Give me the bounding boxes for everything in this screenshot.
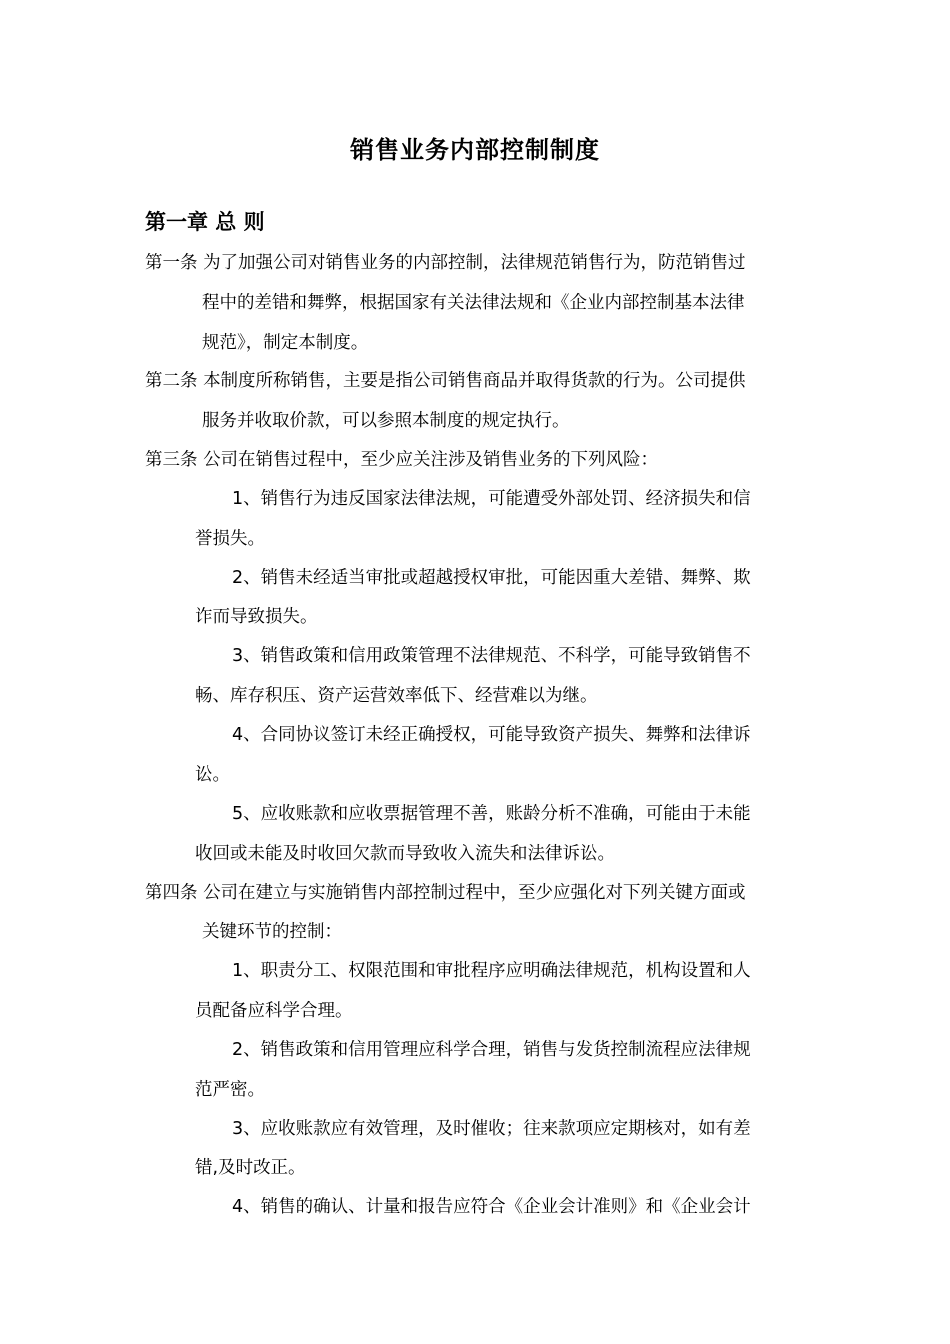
risk-2-line-2: 诈而导致损失。	[195, 607, 318, 627]
risk-2-line-1: 2、销售未经适当审批或超越授权审批，可能因重大差错、舞弊、欺	[232, 568, 751, 588]
article-2-line-2: 服务并收取价款，可以参照本制度的规定执行。	[202, 411, 570, 431]
control-4-line-1: 4、销售的确认、计量和报告应符合《企业会计准则》和《企业会计	[232, 1197, 751, 1217]
risk-1-line-1: 1、销售行为违反国家法律法规，可能遭受外部处罚、经济损失和信	[232, 489, 751, 509]
article-1-line-2: 程中的差错和舞弊，根据国家有关法律法规和《企业内部控制基本法律	[202, 293, 745, 313]
article-1-line-3: 规范》，制定本制度。	[202, 333, 369, 353]
chapter-heading: 第一章 总 则	[145, 210, 265, 234]
risk-4-line-1: 4、合同协议签订未经正确授权，可能导致资产损失、舞弊和法律诉	[232, 725, 751, 745]
risk-5-line-1: 5、应收账款和应收票据管理不善，账龄分析不准确，可能由于未能	[232, 804, 751, 824]
article-1-line-1: 第一条 为了加强公司对销售业务的内部控制，法律规范销售行为，防范销售过	[145, 253, 746, 273]
risk-4-line-2: 讼。	[195, 765, 230, 785]
risk-3-line-1: 3、销售政策和信用政策管理不法律规范、不科学，可能导致销售不	[232, 646, 751, 666]
control-1-line-2: 员配备应科学合理。	[195, 1001, 353, 1021]
control-2-line-2: 范严密。	[195, 1080, 265, 1100]
control-3-line-1: 3、应收账款应有效管理，及时催收；往来款项应定期核对，如有差	[232, 1119, 751, 1139]
control-1-line-1: 1、职责分工、权限范围和审批程序应明确法律规范，机构设置和人	[232, 961, 751, 981]
control-2-line-1: 2、销售政策和信用管理应科学合理，销售与发货控制流程应法律规	[232, 1040, 751, 1060]
risk-5-line-2: 收回或未能及时收回欠款而导致收入流失和法律诉讼。	[195, 844, 615, 864]
risk-1-line-2: 誉损失。	[195, 529, 265, 549]
article-4-line-2: 关键环节的控制：	[202, 922, 342, 942]
article-3-line-1: 第三条 公司在销售过程中，至少应关注涉及销售业务的下列风险：	[145, 450, 659, 470]
risk-3-line-2: 畅、库存积压、资产运营效率低下、经营难以为继。	[195, 686, 598, 706]
article-4-line-1: 第四条 公司在建立与实施销售内部控制过程中，至少应强化对下列关键方面或	[145, 883, 746, 903]
control-3-line-2: 错,及时改正。	[195, 1158, 306, 1178]
document-title: 销售业务内部控制制度	[350, 136, 600, 164]
article-2-line-1: 第二条 本制度所称销售，主要是指公司销售商品并取得货款的行为。公司提供	[145, 371, 746, 391]
